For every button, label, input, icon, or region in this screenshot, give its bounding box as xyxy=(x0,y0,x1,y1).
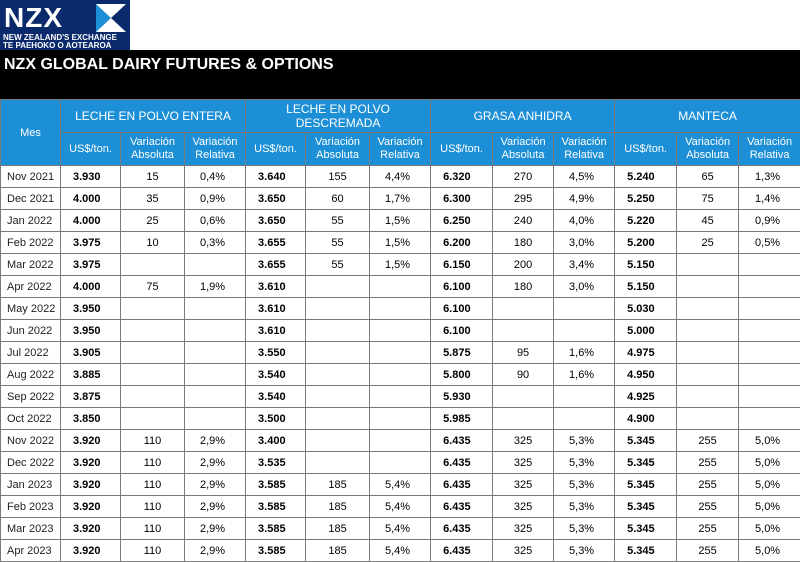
rel-change-cell xyxy=(185,364,246,386)
price-cell: 3.655 xyxy=(246,254,306,276)
dairy-prices-table xyxy=(0,99,800,562)
price-cell: 3.610 xyxy=(246,298,306,320)
price-cell: 3.850 xyxy=(61,408,121,430)
abs-change-cell: 75 xyxy=(677,188,739,210)
rel-change-cell xyxy=(185,298,246,320)
price-cell: 5.985 xyxy=(431,408,493,430)
rel-change-cell xyxy=(370,320,431,342)
rel-change-cell: 1,5% xyxy=(370,232,431,254)
table-row xyxy=(1,386,800,408)
price-cell: 5.930 xyxy=(431,386,493,408)
price-cell: 6.100 xyxy=(431,320,493,342)
abs-change-cell: 180 xyxy=(493,232,554,254)
rel-change-cell: 0,9% xyxy=(185,188,246,210)
table-row xyxy=(1,430,800,452)
abs-change-cell xyxy=(677,386,739,408)
rel-change-cell xyxy=(739,320,800,342)
price-cell: 5.000 xyxy=(615,320,677,342)
abs-change-cell xyxy=(121,254,185,276)
abs-change-cell: 15 xyxy=(121,166,185,188)
price-cell: 5.345 xyxy=(615,518,677,540)
abs-change-cell: 200 xyxy=(493,254,554,276)
abs-change-cell: 185 xyxy=(306,518,370,540)
abs-change-cell: 45 xyxy=(677,210,739,232)
abs-change-cell: 180 xyxy=(493,276,554,298)
abs-change-cell xyxy=(121,342,185,364)
sub-header: Variación Relativa xyxy=(370,133,431,166)
price-cell: 3.540 xyxy=(246,386,306,408)
price-cell: 3.500 xyxy=(246,408,306,430)
table-row xyxy=(1,188,800,210)
price-cell: 3.920 xyxy=(61,430,121,452)
abs-change-cell: 255 xyxy=(677,518,739,540)
price-cell: 3.535 xyxy=(246,452,306,474)
group-header: LECHE EN POLVO DESCREMADA xyxy=(246,100,431,133)
price-cell: 6.435 xyxy=(431,518,493,540)
price-cell: 6.435 xyxy=(431,452,493,474)
group-header: LECHE EN POLVO ENTERA xyxy=(61,100,246,133)
price-cell: 4.925 xyxy=(615,386,677,408)
price-cell: 6.435 xyxy=(431,496,493,518)
price-cell: 3.885 xyxy=(61,364,121,386)
abs-change-cell: 25 xyxy=(121,210,185,232)
price-cell: 4.950 xyxy=(615,364,677,386)
month-cell: Feb 2023 xyxy=(1,496,61,518)
price-cell: 5.150 xyxy=(615,254,677,276)
rel-change-cell xyxy=(370,408,431,430)
rel-change-cell xyxy=(554,320,615,342)
abs-change-cell: 110 xyxy=(121,452,185,474)
abs-change-cell xyxy=(306,408,370,430)
subtitle-bar xyxy=(0,80,800,98)
rel-change-cell: 1,4% xyxy=(739,188,800,210)
price-cell: 3.920 xyxy=(61,540,121,562)
month-cell: Apr 2022 xyxy=(1,276,61,298)
rel-change-cell: 1,5% xyxy=(370,254,431,276)
price-cell: 3.550 xyxy=(246,342,306,364)
sub-header: Variación Absoluta xyxy=(677,133,739,166)
rel-change-cell xyxy=(185,254,246,276)
price-cell: 5.240 xyxy=(615,166,677,188)
rel-change-cell: 5,4% xyxy=(370,474,431,496)
abs-change-cell: 255 xyxy=(677,474,739,496)
abs-change-cell xyxy=(121,408,185,430)
price-cell: 6.150 xyxy=(431,254,493,276)
month-cell: Dec 2021 xyxy=(1,188,61,210)
abs-change-cell: 325 xyxy=(493,496,554,518)
price-cell: 6.435 xyxy=(431,540,493,562)
price-cell: 3.920 xyxy=(61,474,121,496)
rel-change-cell: 5,3% xyxy=(554,540,615,562)
table-row xyxy=(1,518,800,540)
rel-change-cell xyxy=(739,408,800,430)
price-cell: 3.585 xyxy=(246,518,306,540)
price-cell: 5.345 xyxy=(615,540,677,562)
rel-change-cell: 0,5% xyxy=(739,232,800,254)
month-cell: Apr 2023 xyxy=(1,540,61,562)
price-cell: 3.650 xyxy=(246,210,306,232)
price-cell: 6.100 xyxy=(431,298,493,320)
rel-change-cell: 5,3% xyxy=(554,430,615,452)
rel-change-cell: 5,3% xyxy=(554,496,615,518)
table-row xyxy=(1,232,800,254)
rel-change-cell xyxy=(370,386,431,408)
price-cell: 4.000 xyxy=(61,210,121,232)
table-row xyxy=(1,254,800,276)
price-cell: 3.930 xyxy=(61,166,121,188)
month-cell: Jan 2023 xyxy=(1,474,61,496)
table-row xyxy=(1,276,800,298)
rel-change-cell xyxy=(739,298,800,320)
table-row xyxy=(1,496,800,518)
price-cell: 4.000 xyxy=(61,276,121,298)
month-cell: Oct 2022 xyxy=(1,408,61,430)
rel-change-cell: 1,6% xyxy=(554,342,615,364)
abs-change-cell: 25 xyxy=(677,232,739,254)
month-cell: Jun 2022 xyxy=(1,320,61,342)
abs-change-cell: 240 xyxy=(493,210,554,232)
rel-change-cell: 2,9% xyxy=(185,496,246,518)
abs-change-cell: 55 xyxy=(306,210,370,232)
abs-change-cell: 110 xyxy=(121,518,185,540)
abs-change-cell: 325 xyxy=(493,430,554,452)
price-cell: 6.435 xyxy=(431,474,493,496)
month-cell: Jul 2022 xyxy=(1,342,61,364)
price-cell: 3.920 xyxy=(61,496,121,518)
price-cell: 5.875 xyxy=(431,342,493,364)
title-bar xyxy=(0,52,800,78)
header-area xyxy=(130,0,800,50)
price-cell: 3.400 xyxy=(246,430,306,452)
abs-change-cell xyxy=(677,276,739,298)
month-cell: Sep 2022 xyxy=(1,386,61,408)
price-cell: 5.030 xyxy=(615,298,677,320)
rel-change-cell: 2,9% xyxy=(185,540,246,562)
abs-change-cell: 325 xyxy=(493,518,554,540)
rel-change-cell: 5,0% xyxy=(739,474,800,496)
month-cell: Nov 2022 xyxy=(1,430,61,452)
price-cell: 3.610 xyxy=(246,276,306,298)
price-cell: 3.975 xyxy=(61,232,121,254)
abs-change-cell xyxy=(121,298,185,320)
abs-change-cell: 110 xyxy=(121,430,185,452)
sub-header: Variación Relativa xyxy=(554,133,615,166)
price-cell: 3.585 xyxy=(246,474,306,496)
abs-change-cell: 255 xyxy=(677,430,739,452)
rel-change-cell xyxy=(370,430,431,452)
price-cell: 6.435 xyxy=(431,430,493,452)
table-row xyxy=(1,210,800,232)
table-row xyxy=(1,474,800,496)
abs-change-cell xyxy=(306,452,370,474)
sub-header: US$/ton. xyxy=(61,133,121,166)
rel-change-cell xyxy=(554,408,615,430)
abs-change-cell: 325 xyxy=(493,452,554,474)
abs-change-cell xyxy=(121,320,185,342)
abs-change-cell: 270 xyxy=(493,166,554,188)
sub-header: Variación Absoluta xyxy=(306,133,370,166)
abs-change-cell: 185 xyxy=(306,540,370,562)
price-cell: 5.345 xyxy=(615,474,677,496)
month-cell: Nov 2021 xyxy=(1,166,61,188)
rel-change-cell: 5,0% xyxy=(739,452,800,474)
table-row xyxy=(1,298,800,320)
price-cell: 3.585 xyxy=(246,540,306,562)
rel-change-cell: 5,0% xyxy=(739,518,800,540)
price-cell: 3.950 xyxy=(61,298,121,320)
price-cell: 5.345 xyxy=(615,452,677,474)
month-cell: Feb 2022 xyxy=(1,232,61,254)
rel-change-cell: 4,5% xyxy=(554,166,615,188)
table-row xyxy=(1,320,800,342)
rel-change-cell: 5,3% xyxy=(554,474,615,496)
rel-change-cell xyxy=(370,452,431,474)
rel-change-cell xyxy=(185,342,246,364)
abs-change-cell xyxy=(493,386,554,408)
rel-change-cell xyxy=(185,320,246,342)
rel-change-cell: 1,3% xyxy=(739,166,800,188)
rel-change-cell xyxy=(739,364,800,386)
group-header: GRASA ANHIDRA xyxy=(431,100,615,133)
group-header: MANTECA xyxy=(615,100,800,133)
table-row xyxy=(1,452,800,474)
abs-change-cell: 55 xyxy=(306,232,370,254)
abs-change-cell: 110 xyxy=(121,474,185,496)
price-cell: 6.250 xyxy=(431,210,493,232)
abs-change-cell: 185 xyxy=(306,496,370,518)
rel-change-cell xyxy=(185,408,246,430)
rel-change-cell xyxy=(739,254,800,276)
rel-change-cell: 4,9% xyxy=(554,188,615,210)
price-cell: 6.300 xyxy=(431,188,493,210)
sub-header: Variación Absoluta xyxy=(121,133,185,166)
nzx-logo xyxy=(0,0,130,50)
rel-change-cell xyxy=(739,276,800,298)
price-cell: 6.200 xyxy=(431,232,493,254)
abs-change-cell: 60 xyxy=(306,188,370,210)
abs-change-cell: 10 xyxy=(121,232,185,254)
rel-change-cell: 5,3% xyxy=(554,518,615,540)
price-cell: 3.905 xyxy=(61,342,121,364)
rel-change-cell xyxy=(739,342,800,364)
rel-change-cell: 1,9% xyxy=(185,276,246,298)
rel-change-cell: 0,9% xyxy=(739,210,800,232)
price-cell: 5.800 xyxy=(431,364,493,386)
abs-change-cell xyxy=(677,320,739,342)
month-cell: Mar 2023 xyxy=(1,518,61,540)
abs-change-cell xyxy=(493,408,554,430)
abs-change-cell: 325 xyxy=(493,474,554,496)
abs-change-cell xyxy=(493,320,554,342)
abs-change-cell: 325 xyxy=(493,540,554,562)
rel-change-cell: 5,4% xyxy=(370,496,431,518)
rel-change-cell: 3,0% xyxy=(554,232,615,254)
price-cell: 3.920 xyxy=(61,518,121,540)
abs-change-cell: 155 xyxy=(306,166,370,188)
rel-change-cell: 1,6% xyxy=(554,364,615,386)
rel-change-cell: 4,4% xyxy=(370,166,431,188)
rel-change-cell: 1,7% xyxy=(370,188,431,210)
abs-change-cell: 255 xyxy=(677,452,739,474)
abs-change-cell xyxy=(677,408,739,430)
rel-change-cell: 2,9% xyxy=(185,474,246,496)
table-row xyxy=(1,342,800,364)
abs-change-cell: 110 xyxy=(121,540,185,562)
sub-header: Variación Relativa xyxy=(739,133,800,166)
rel-change-cell: 5,0% xyxy=(739,540,800,562)
rel-change-cell: 5,0% xyxy=(739,496,800,518)
abs-change-cell: 95 xyxy=(493,342,554,364)
logo-mark-icon xyxy=(96,4,126,32)
rel-change-cell xyxy=(370,298,431,320)
price-cell: 3.585 xyxy=(246,496,306,518)
price-cell: 5.345 xyxy=(615,430,677,452)
abs-change-cell xyxy=(121,386,185,408)
month-cell: Dec 2022 xyxy=(1,452,61,474)
abs-change-cell xyxy=(306,430,370,452)
abs-change-cell: 110 xyxy=(121,496,185,518)
abs-change-cell: 55 xyxy=(306,254,370,276)
sub-header: US$/ton. xyxy=(615,133,677,166)
price-cell: 3.655 xyxy=(246,232,306,254)
month-cell: Mar 2022 xyxy=(1,254,61,276)
sub-header: US$/ton. xyxy=(431,133,493,166)
price-cell: 3.640 xyxy=(246,166,306,188)
rel-change-cell xyxy=(554,386,615,408)
abs-change-cell: 255 xyxy=(677,496,739,518)
price-cell: 3.540 xyxy=(246,364,306,386)
month-cell: Aug 2022 xyxy=(1,364,61,386)
price-cell: 6.100 xyxy=(431,276,493,298)
abs-change-cell: 65 xyxy=(677,166,739,188)
logo-text: NZX xyxy=(4,2,63,34)
rel-change-cell xyxy=(185,386,246,408)
abs-change-cell xyxy=(306,276,370,298)
month-cell: Jan 2022 xyxy=(1,210,61,232)
rel-change-cell: 3,4% xyxy=(554,254,615,276)
table-row xyxy=(1,408,800,430)
abs-change-cell xyxy=(677,342,739,364)
abs-change-cell xyxy=(677,254,739,276)
price-cell: 3.920 xyxy=(61,452,121,474)
rel-change-cell: 2,9% xyxy=(185,518,246,540)
rel-change-cell: 1,5% xyxy=(370,210,431,232)
price-cell: 5.250 xyxy=(615,188,677,210)
abs-change-cell: 35 xyxy=(121,188,185,210)
sub-header: Variación Absoluta xyxy=(493,133,554,166)
rel-change-cell: 2,9% xyxy=(185,430,246,452)
table-row xyxy=(1,166,800,188)
price-cell: 3.875 xyxy=(61,386,121,408)
table-row xyxy=(1,540,800,562)
price-cell: 4.000 xyxy=(61,188,121,210)
abs-change-cell xyxy=(306,342,370,364)
rel-change-cell: 0,4% xyxy=(185,166,246,188)
abs-change-cell xyxy=(493,298,554,320)
rel-change-cell xyxy=(370,364,431,386)
rel-change-cell: 5,3% xyxy=(554,452,615,474)
rel-change-cell: 5,4% xyxy=(370,540,431,562)
rel-change-cell: 0,3% xyxy=(185,232,246,254)
price-cell: 5.345 xyxy=(615,496,677,518)
price-cell: 6.320 xyxy=(431,166,493,188)
abs-change-cell xyxy=(306,298,370,320)
price-cell: 4.900 xyxy=(615,408,677,430)
abs-change-cell xyxy=(677,364,739,386)
rel-change-cell: 4,0% xyxy=(554,210,615,232)
page-title: NZX GLOBAL DAIRY FUTURES & OPTIONS xyxy=(4,56,334,74)
abs-change-cell xyxy=(121,364,185,386)
rel-change-cell: 3,0% xyxy=(554,276,615,298)
table-row xyxy=(1,364,800,386)
sub-header: Variación Relativa xyxy=(185,133,246,166)
abs-change-cell xyxy=(306,320,370,342)
price-cell: 4.975 xyxy=(615,342,677,364)
rel-change-cell: 5,4% xyxy=(370,518,431,540)
price-cell: 3.975 xyxy=(61,254,121,276)
rel-change-cell: 0,6% xyxy=(185,210,246,232)
sub-header: US$/ton. xyxy=(246,133,306,166)
abs-change-cell: 185 xyxy=(306,474,370,496)
abs-change-cell: 255 xyxy=(677,540,739,562)
rel-change-cell xyxy=(370,342,431,364)
price-cell: 3.950 xyxy=(61,320,121,342)
abs-change-cell: 75 xyxy=(121,276,185,298)
price-cell: 3.610 xyxy=(246,320,306,342)
logo-subtitle-mi: TE PAEHOKO O AOTEAROA xyxy=(3,41,111,50)
rel-change-cell: 5,0% xyxy=(739,430,800,452)
mes-header: Mes xyxy=(1,100,61,166)
rel-change-cell xyxy=(739,386,800,408)
price-cell: 5.220 xyxy=(615,210,677,232)
price-cell: 3.650 xyxy=(246,188,306,210)
abs-change-cell: 90 xyxy=(493,364,554,386)
month-cell: May 2022 xyxy=(1,298,61,320)
rel-change-cell xyxy=(370,276,431,298)
abs-change-cell xyxy=(306,386,370,408)
abs-change-cell: 295 xyxy=(493,188,554,210)
logo-subtitle-en: NEW ZEALAND'S EXCHANGE xyxy=(3,33,117,42)
price-cell: 5.200 xyxy=(615,232,677,254)
price-cell: 5.150 xyxy=(615,276,677,298)
abs-change-cell xyxy=(306,364,370,386)
abs-change-cell xyxy=(677,298,739,320)
rel-change-cell: 2,9% xyxy=(185,452,246,474)
rel-change-cell xyxy=(554,298,615,320)
